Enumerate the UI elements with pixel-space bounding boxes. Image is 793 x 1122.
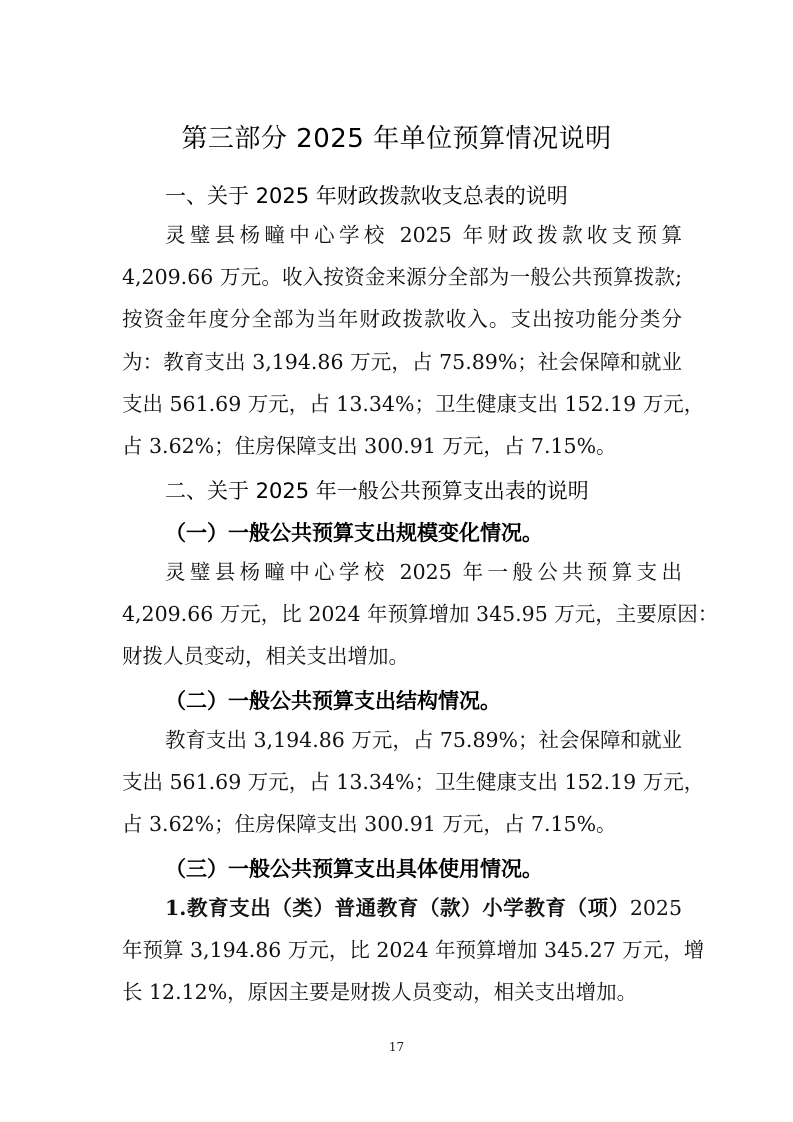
sub3-heading: （三）一般公共预算支出具体使用情况。 — [165, 856, 543, 881]
section1-heading: 一、关于 2025 年财政拨款收支总表的说明 — [165, 184, 568, 208]
section1-line-4: 为：教育支出 3,194.86 万元，占 75.89%；社会保障和就业 — [122, 350, 682, 374]
sub1-line-2: 4,209.66 万元，比 2024 年预算增加 345.95 万元，主要原因： — [122, 602, 719, 626]
section1-line-5: 支出 561.69 万元，占 13.34%；卫生健康支出 152.19 万元， — [122, 392, 705, 416]
sub3-item1-line-2: 年预算 3,194.86 万元，比 2024 年预算增加 345.27 万元，增 — [122, 938, 705, 962]
sub2-line-1: 教育支出 3,194.86 万元，占 75.89%；社会保障和就业 — [165, 728, 683, 752]
sub1-line-1: 灵璧县杨疃中心学校 2025 年一般公共预算支出 — [165, 560, 682, 584]
section2-heading: 二、关于 2025 年一般公共预算支出表的说明 — [165, 479, 589, 503]
sub3-item1-bold-text: 1.教育支出（类）普通教育（款）小学教育（项） — [165, 896, 630, 920]
sub1-heading: （一）一般公共预算支出规模变化情况。 — [165, 520, 543, 545]
section1-line-3: 按资金年度分全部为当年财政拨款收入。支出按功能分类分 — [122, 307, 682, 331]
sub2-line-3: 占 3.62%；住房保障支出 300.91 万元，占 7.15%。 — [122, 812, 617, 836]
sub2-line-2: 支出 561.69 万元，占 13.34%；卫生健康支出 152.19 万元， — [122, 770, 705, 794]
sub1-line-3: 财拨人员变动，相关支出增加。 — [122, 644, 409, 668]
page-title: 第三部分 2025 年单位预算情况说明 — [181, 124, 612, 154]
section1-line-6: 占 3.62%；住房保障支出 300.91 万元，占 7.15%。 — [122, 434, 617, 458]
sub2-heading: （二）一般公共预算支出结构情况。 — [165, 688, 501, 713]
section1-line-2: 4,209.66 万元。收入按资金来源分全部为一般公共预算拨款; — [122, 265, 682, 289]
sub3-item1-tail-text: 2025 — [629, 896, 682, 920]
sub3-item1-line-1 — [165, 896, 682, 921]
section1-line-1: 灵璧县杨疃中心学校 2025 年财政拨款收支预算 — [165, 223, 682, 247]
page-number: 17 — [388, 1040, 405, 1054]
sub3-item1-line-3: 长 12.12%，原因主要是财拨人员变动，相关支出增加。 — [122, 980, 638, 1004]
